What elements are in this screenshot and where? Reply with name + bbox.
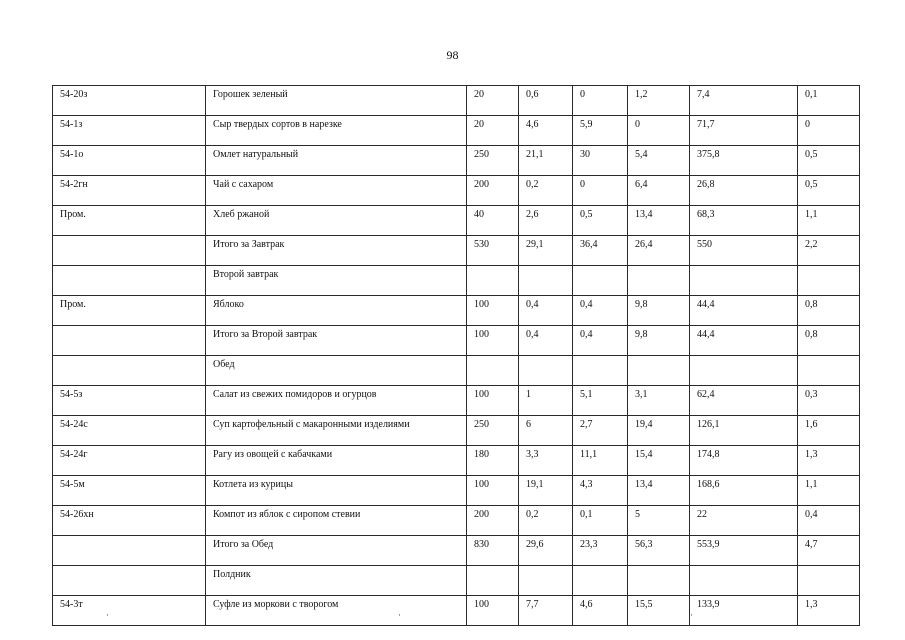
recipe-code-cell: 54-1з <box>53 116 206 146</box>
value-cell: 20 <box>467 116 519 146</box>
value-cell: 20 <box>467 86 519 116</box>
value-cell: 0,4 <box>519 326 573 356</box>
scan-mark: · <box>690 610 693 620</box>
value-cell: 22 <box>690 506 798 536</box>
menu-table <box>52 85 860 626</box>
table-row <box>53 506 860 536</box>
recipe-code-cell: 54-24с <box>53 416 206 446</box>
dish-name-cell: Суфле из моркови с творогом <box>206 596 467 626</box>
value-cell <box>690 266 798 296</box>
value-cell: 0,3 <box>798 386 860 416</box>
dish-name-cell: Полдник <box>206 566 467 596</box>
value-cell: 0 <box>628 116 690 146</box>
dish-name-cell: Яблоко <box>206 296 467 326</box>
table-row <box>53 296 860 326</box>
menu-table-body <box>53 86 860 626</box>
value-cell: 1,1 <box>798 476 860 506</box>
dish-name-cell: Горошек зеленый <box>206 86 467 116</box>
value-cell: 250 <box>467 416 519 446</box>
value-cell: 5,1 <box>573 386 628 416</box>
value-cell: 100 <box>467 296 519 326</box>
value-cell: 168,6 <box>690 476 798 506</box>
value-cell: 100 <box>467 386 519 416</box>
value-cell: 36,4 <box>573 236 628 266</box>
value-cell: 2,7 <box>573 416 628 446</box>
value-cell: 4,6 <box>519 116 573 146</box>
value-cell: 15,4 <box>628 446 690 476</box>
recipe-code-cell: 54-5з <box>53 386 206 416</box>
dish-name-cell: Чай с сахаром <box>206 176 467 206</box>
value-cell: 29,6 <box>519 536 573 566</box>
value-cell <box>690 566 798 596</box>
value-cell: 3,3 <box>519 446 573 476</box>
recipe-code-cell: 54-26хн <box>53 506 206 536</box>
value-cell: 15,5 <box>628 596 690 626</box>
value-cell <box>573 266 628 296</box>
value-cell: 2,6 <box>519 206 573 236</box>
table-row <box>53 536 860 566</box>
dish-name-cell: Компот из яблок с сиропом стевии <box>206 506 467 536</box>
dish-name-cell: Итого за Завтрак <box>206 236 467 266</box>
value-cell: 0,5 <box>573 206 628 236</box>
recipe-code-cell <box>53 266 206 296</box>
value-cell: 0,8 <box>798 296 860 326</box>
value-cell: 0,4 <box>573 296 628 326</box>
recipe-code-cell: Пром. <box>53 296 206 326</box>
dish-name-cell: Сыр твердых сортов в нарезке <box>206 116 467 146</box>
value-cell: 1,3 <box>798 446 860 476</box>
value-cell: 0,2 <box>519 506 573 536</box>
dish-name-cell: Котлета из курицы <box>206 476 467 506</box>
value-cell: 56,3 <box>628 536 690 566</box>
table-row <box>53 386 860 416</box>
value-cell <box>519 266 573 296</box>
value-cell <box>573 356 628 386</box>
value-cell: 830 <box>467 536 519 566</box>
value-cell: 133,9 <box>690 596 798 626</box>
value-cell: 0,1 <box>573 506 628 536</box>
value-cell: 1 <box>519 386 573 416</box>
table-row <box>53 116 860 146</box>
value-cell: 7,7 <box>519 596 573 626</box>
recipe-code-cell <box>53 536 206 566</box>
value-cell: 26,4 <box>628 236 690 266</box>
value-cell: 21,1 <box>519 146 573 176</box>
table-row <box>53 476 860 506</box>
recipe-code-cell: 54-5м <box>53 476 206 506</box>
table-row <box>53 236 860 266</box>
value-cell <box>798 266 860 296</box>
value-cell <box>798 566 860 596</box>
table-row <box>53 266 860 296</box>
value-cell: 550 <box>690 236 798 266</box>
table-row <box>53 416 860 446</box>
value-cell: 375,8 <box>690 146 798 176</box>
dish-name-cell: Омлет натуральный <box>206 146 467 176</box>
value-cell <box>628 566 690 596</box>
value-cell: 100 <box>467 596 519 626</box>
dish-name-cell: Второй завтрак <box>206 266 467 296</box>
value-cell: 71,7 <box>690 116 798 146</box>
table-row <box>53 446 860 476</box>
page-number: 98 <box>446 48 459 62</box>
value-cell: 0,4 <box>519 296 573 326</box>
value-cell: 1,1 <box>798 206 860 236</box>
value-cell: 200 <box>467 176 519 206</box>
value-cell: 200 <box>467 506 519 536</box>
table-row <box>53 596 860 626</box>
value-cell: 4,3 <box>573 476 628 506</box>
value-cell: 1,2 <box>628 86 690 116</box>
value-cell: 5,9 <box>573 116 628 146</box>
value-cell: 530 <box>467 236 519 266</box>
value-cell: 3,1 <box>628 386 690 416</box>
table-row <box>53 146 860 176</box>
recipe-code-cell <box>53 326 206 356</box>
value-cell: 174,8 <box>690 446 798 476</box>
dish-name-cell: Итого за Второй завтрак <box>206 326 467 356</box>
recipe-code-cell <box>53 566 206 596</box>
value-cell: 4,7 <box>798 536 860 566</box>
value-cell: 2,2 <box>798 236 860 266</box>
value-cell: 0,1 <box>798 86 860 116</box>
dish-name-cell: Итого за Обед <box>206 536 467 566</box>
value-cell: 0 <box>798 116 860 146</box>
dish-name-cell: Салат из свежих помидоров и огурцов <box>206 386 467 416</box>
value-cell: 0 <box>573 86 628 116</box>
value-cell <box>628 266 690 296</box>
value-cell: 44,4 <box>690 326 798 356</box>
value-cell: 5,4 <box>628 146 690 176</box>
recipe-code-cell: 54-20з <box>53 86 206 116</box>
value-cell <box>467 266 519 296</box>
recipe-code-cell: 54-24г <box>53 446 206 476</box>
recipe-code-cell: 54-2гн <box>53 176 206 206</box>
value-cell: 13,4 <box>628 476 690 506</box>
value-cell: 9,8 <box>628 326 690 356</box>
value-cell: 100 <box>467 476 519 506</box>
value-cell: 26,8 <box>690 176 798 206</box>
scan-mark: · <box>398 610 401 620</box>
value-cell: 0,5 <box>798 176 860 206</box>
value-cell: 0 <box>573 176 628 206</box>
recipe-code-cell: Пром. <box>53 206 206 236</box>
recipe-code-cell <box>53 236 206 266</box>
value-cell: 19,1 <box>519 476 573 506</box>
value-cell: 44,4 <box>690 296 798 326</box>
value-cell: 0,5 <box>798 146 860 176</box>
value-cell: 7,4 <box>690 86 798 116</box>
scan-mark: · <box>106 610 109 620</box>
value-cell: 11,1 <box>573 446 628 476</box>
value-cell: 0,4 <box>573 326 628 356</box>
table-row <box>53 566 860 596</box>
dish-name-cell: Хлеб ржаной <box>206 206 467 236</box>
dish-name-cell: Рагу из овощей с кабачками <box>206 446 467 476</box>
table-row <box>53 356 860 386</box>
value-cell: 180 <box>467 446 519 476</box>
recipe-code-cell: 54-1о <box>53 146 206 176</box>
dish-name-cell: Суп картофельный с макаронными изделиями <box>206 416 467 446</box>
value-cell: 0,2 <box>519 176 573 206</box>
table-row <box>53 86 860 116</box>
value-cell <box>798 356 860 386</box>
value-cell: 6,4 <box>628 176 690 206</box>
value-cell <box>519 356 573 386</box>
dish-name-cell: Обед <box>206 356 467 386</box>
value-cell: 23,3 <box>573 536 628 566</box>
recipe-code-cell <box>53 356 206 386</box>
value-cell <box>628 356 690 386</box>
value-cell: 30 <box>573 146 628 176</box>
value-cell <box>467 566 519 596</box>
value-cell: 5 <box>628 506 690 536</box>
value-cell: 68,3 <box>690 206 798 236</box>
value-cell <box>519 566 573 596</box>
value-cell: 19,4 <box>628 416 690 446</box>
value-cell: 13,4 <box>628 206 690 236</box>
value-cell: 6 <box>519 416 573 446</box>
value-cell: 0,6 <box>519 86 573 116</box>
value-cell: 0,4 <box>798 506 860 536</box>
value-cell: 1,6 <box>798 416 860 446</box>
value-cell: 9,8 <box>628 296 690 326</box>
value-cell <box>573 566 628 596</box>
value-cell: 250 <box>467 146 519 176</box>
value-cell: 29,1 <box>519 236 573 266</box>
value-cell: 100 <box>467 326 519 356</box>
value-cell: 1,3 <box>798 596 860 626</box>
value-cell: 4,6 <box>573 596 628 626</box>
table-row <box>53 176 860 206</box>
value-cell: 126,1 <box>690 416 798 446</box>
value-cell: 0,8 <box>798 326 860 356</box>
value-cell: 553,9 <box>690 536 798 566</box>
value-cell: 40 <box>467 206 519 236</box>
value-cell <box>467 356 519 386</box>
table-row <box>53 326 860 356</box>
recipe-code-cell: 54-3т <box>53 596 206 626</box>
value-cell: 62,4 <box>690 386 798 416</box>
value-cell <box>690 356 798 386</box>
table-row <box>53 206 860 236</box>
